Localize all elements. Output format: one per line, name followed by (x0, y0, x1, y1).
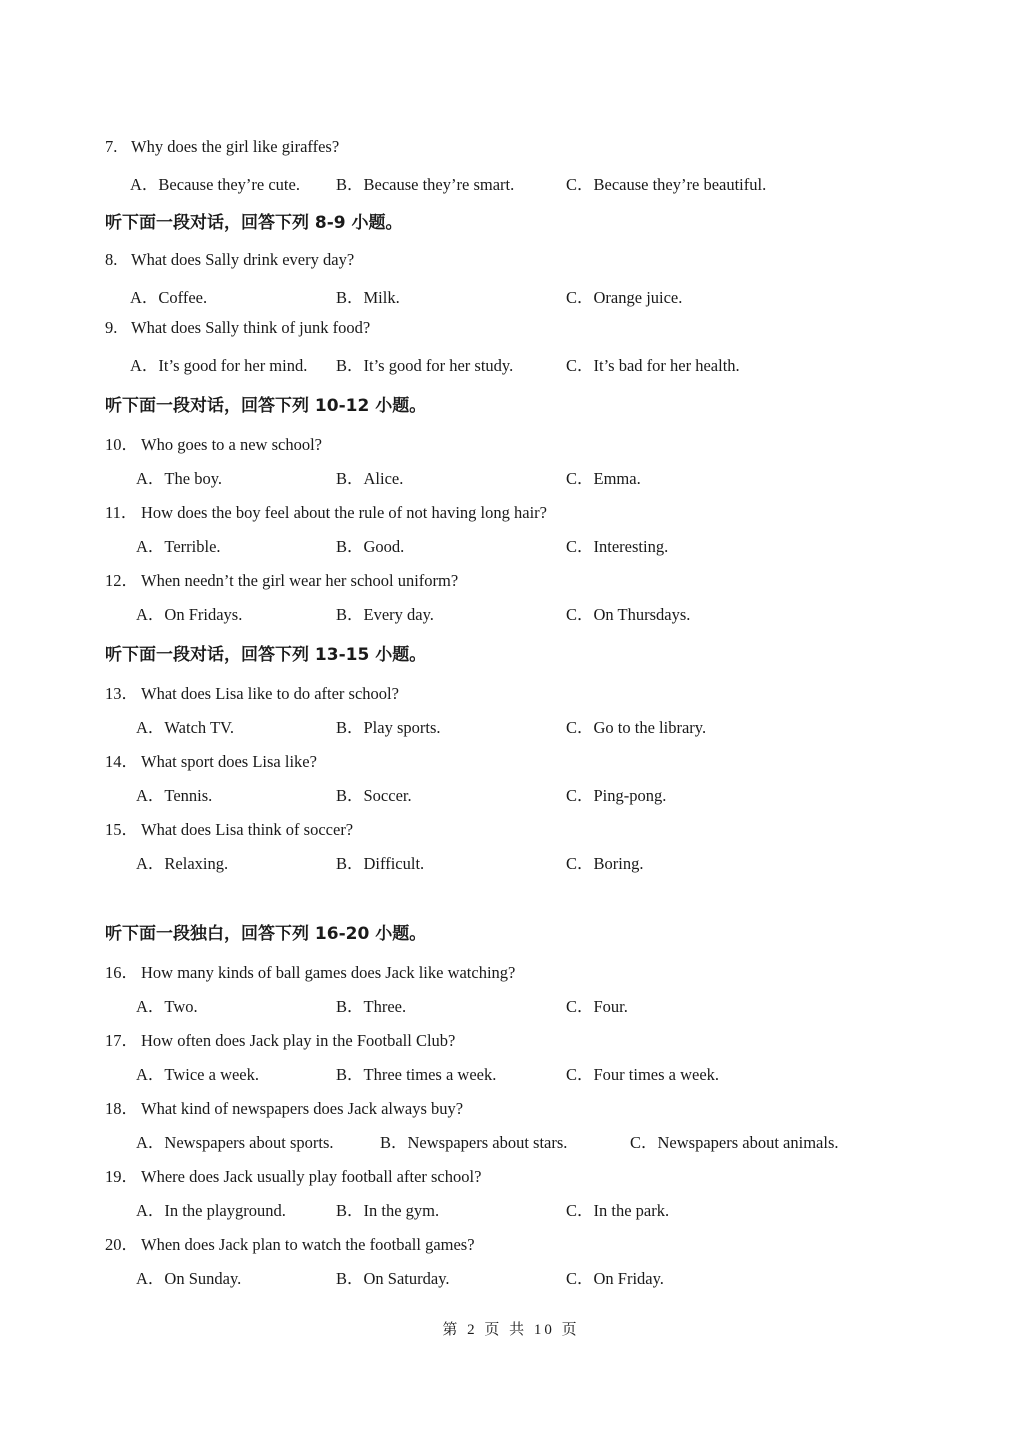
question-number: 9. (105, 318, 118, 337)
question-text: Why does the girl like giraffes? (131, 137, 340, 156)
question-number: 15． (105, 820, 138, 839)
answer-option-a: A．Tennis. (136, 786, 213, 805)
answer-option-c: C．Four times a week. (566, 1065, 720, 1084)
answer-option-c: C．It’s bad for her health. (566, 356, 740, 375)
answer-option-c: C．Boring. (566, 854, 644, 873)
answer-option-a: A．Terrible. (136, 537, 221, 556)
question-text: When needn’t the girl wear her school uniform? (141, 571, 459, 590)
answer-option-c: C．Because they’re beautiful. (566, 175, 767, 194)
question-number: 12． (105, 571, 138, 590)
answer-option-c: C．Newspapers about animals. (630, 1133, 839, 1152)
answer-option-a: A．The boy. (136, 469, 222, 488)
question (105, 567, 458, 591)
question (105, 1163, 481, 1187)
question (105, 959, 515, 983)
question-number: 7. (105, 137, 118, 156)
question-number: 18． (105, 1099, 138, 1118)
question (105, 431, 322, 455)
answer-option-b: B．Every day. (336, 605, 434, 624)
question-text: What does Sally drink every day? (131, 250, 355, 269)
page-footer: 第 2 页 共 10 页 (442, 1322, 580, 1338)
question-number: 13． (105, 684, 138, 703)
question-number: 11． (105, 503, 138, 522)
question (105, 137, 339, 157)
question (105, 250, 354, 270)
answer-option-a: A．Watch TV. (136, 718, 234, 737)
question (105, 1027, 455, 1051)
question-text: Who goes to a new school? (141, 435, 322, 454)
answer-option-c: C．Interesting. (566, 537, 669, 556)
section-heading: 听下面一段对话，回答下列 10-12 小题。 (105, 396, 427, 416)
answer-option-a: A．On Fridays. (136, 605, 243, 624)
question (105, 680, 399, 704)
answer-option-c: C．Go to the library. (566, 718, 707, 737)
question (105, 1231, 475, 1255)
answer-option-b: B．Because they’re smart. (336, 175, 515, 194)
answer-option-c: C．Four. (566, 997, 628, 1016)
answer-option-b: B．Alice. (336, 469, 404, 488)
question-text: How does the boy feel about the rule of not having long hair? (141, 503, 547, 522)
answer-option-a: A．Newspapers about sports. (136, 1133, 334, 1152)
question (105, 816, 353, 840)
answer-option-b: B．In the gym. (336, 1201, 440, 1220)
section-heading: 听下面一段对话，回答下列 13-15 小题。 (105, 645, 427, 665)
answer-option-b: B．On Saturday. (336, 1269, 450, 1288)
question-number: 20． (105, 1235, 138, 1254)
question-number: 8. (105, 250, 118, 269)
question-text: When does Jack plan to watch the football games? (141, 1235, 475, 1254)
question-text: What does Lisa like to do after school? (141, 684, 399, 703)
question-text: How often does Jack play in the Football Club? (141, 1031, 456, 1050)
question-number: 14． (105, 752, 138, 771)
question-text: What kind of newspapers does Jack always buy? (141, 1099, 464, 1118)
answer-option-a: A．It’s good for her mind. (130, 356, 308, 375)
question (105, 748, 317, 772)
question-number: 19． (105, 1167, 138, 1186)
question-number: 17． (105, 1031, 138, 1050)
answer-option-c: C．In the park. (566, 1201, 670, 1220)
answer-option-b: B．Milk. (336, 288, 400, 307)
question (105, 1095, 463, 1119)
question-text: What sport does Lisa like? (141, 752, 317, 771)
answer-option-b: B．Soccer. (336, 786, 412, 805)
answer-option-a: A．On Sunday. (136, 1269, 242, 1288)
answer-option-b: B．Three. (336, 997, 407, 1016)
answer-option-a: A．Coffee. (130, 288, 208, 307)
answer-option-a: A．In the playground. (136, 1201, 286, 1220)
question-number: 10． (105, 435, 138, 454)
answer-option-c: C．Ping-pong. (566, 786, 667, 805)
answer-option-a: A．Relaxing. (136, 854, 229, 873)
question-text: What does Lisa think of soccer? (141, 820, 354, 839)
section-heading: 听下面一段独白，回答下列 16-20 小题。 (105, 924, 427, 944)
answer-option-b: B．Difficult. (336, 854, 425, 873)
section-heading: 听下面一段对话，回答下列 8-9 小题。 (105, 213, 403, 233)
question (105, 499, 547, 523)
question-text: How many kinds of ball games does Jack like watching? (141, 963, 516, 982)
question-text: Where does Jack usually play football after school? (141, 1167, 482, 1186)
question-text: What does Sally think of junk food? (131, 318, 371, 337)
answer-option-c: C．Orange juice. (566, 288, 683, 307)
answer-option-b: B．Play sports. (336, 718, 441, 737)
answer-option-c: C．On Friday. (566, 1269, 664, 1288)
answer-option-b: B．Three times a week. (336, 1065, 497, 1084)
answer-option-a: A．Two. (136, 997, 198, 1016)
question-number: 16． (105, 963, 138, 982)
answer-option-c: C．Emma. (566, 469, 641, 488)
answer-option-b: B．Newspapers about stars. (380, 1133, 568, 1152)
answer-option-a: A．Twice a week. (136, 1065, 260, 1084)
question (105, 318, 370, 338)
answer-option-a: A．Because they’re cute. (130, 175, 300, 194)
answer-option-b: B．Good. (336, 537, 405, 556)
answer-option-b: B．It’s good for her study. (336, 356, 514, 375)
answer-option-c: C．On Thursdays. (566, 605, 691, 624)
